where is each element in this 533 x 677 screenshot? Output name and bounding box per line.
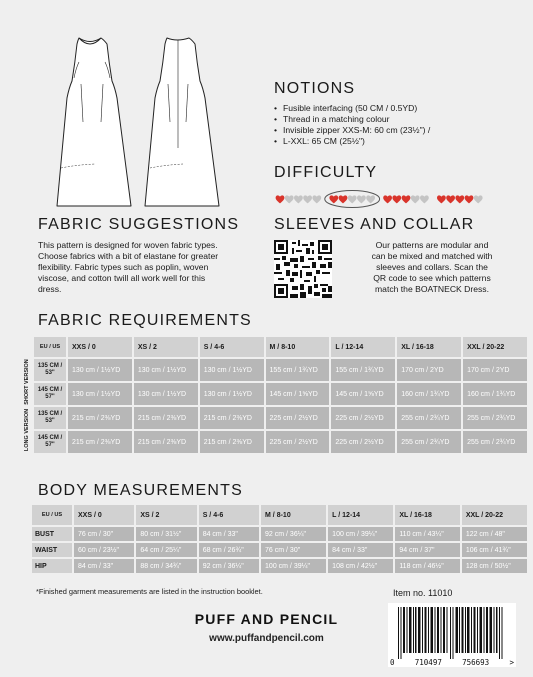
table-cell: 215 cm / 2⅜YD xyxy=(134,407,198,429)
difficulty-section xyxy=(274,164,524,209)
size-header: XL / 16-18 xyxy=(395,505,460,525)
text-line: Choose fabrics with a bit of elastane for greater xyxy=(38,251,219,261)
size-header: M / 8-10 xyxy=(261,505,326,525)
table-cell: 118 cm / 46½" xyxy=(395,559,460,573)
size-header: XXL / 20-22 xyxy=(463,337,527,357)
difficulty-heart-icon xyxy=(474,195,483,203)
text-line: flexibility. Fabric types such as poplin, woven xyxy=(38,262,209,272)
table-header-row xyxy=(32,505,527,525)
size-header: L / 12-14 xyxy=(331,337,395,357)
barcode-digit-group: 0 xyxy=(390,658,395,667)
text-line: QR code to see which patterns xyxy=(373,273,491,283)
table-cell: 130 cm / 1½YD xyxy=(68,359,132,381)
table-cell: 130 cm / 1½YD xyxy=(134,359,198,381)
table-row xyxy=(32,527,527,541)
website-link[interactable]: www.puffandpencil.com xyxy=(209,633,324,644)
table-row xyxy=(32,559,527,573)
text-line: dress. xyxy=(38,284,62,294)
difficulty-scale xyxy=(274,189,524,209)
text-line: This pattern is designed for woven fabric types. xyxy=(38,240,218,250)
table-cell: 110 cm / 43¼" xyxy=(395,527,460,541)
notions-list xyxy=(274,103,524,147)
table-cell: 225 cm / 2½YD xyxy=(266,431,330,453)
measurement-label: WAIST xyxy=(32,543,72,557)
notions-item: • Fusible interfacing (50 CM / 0.5YD) xyxy=(274,103,524,114)
notions-section xyxy=(274,80,524,147)
version-label: LONG VERSION xyxy=(24,408,30,452)
table-cell: 60 cm / 23½" xyxy=(74,543,134,557)
size-header: XXL / 20-22 xyxy=(462,505,527,525)
table-cell: 155 cm / 1¾YD xyxy=(266,359,330,381)
table-cell: 160 cm / 1¾YD xyxy=(463,383,527,405)
notions-item: • Thread in a matching colour xyxy=(274,114,524,125)
table-cell: 130 cm / 1½YD xyxy=(200,359,264,381)
table-cell: 128 cm / 50½" xyxy=(462,559,527,573)
footnote: *Finished garment measurements are listed in the instruction booklet. xyxy=(36,587,263,596)
fabric-width-label: 135 CM / 53" xyxy=(34,359,66,381)
table-cell: 170 cm / 2YD xyxy=(463,359,527,381)
text-line: match the BOATNECK Dress. xyxy=(375,284,489,294)
table-cell: 225 cm / 2½YD xyxy=(266,407,330,429)
difficulty-heart-icon xyxy=(411,195,420,203)
size-header: L / 12-14 xyxy=(328,505,393,525)
table-cell: 100 cm / 39¼" xyxy=(261,559,326,573)
difficulty-heart-icon xyxy=(285,195,294,203)
difficulty-heart-icon xyxy=(339,195,348,203)
table-cell: 255 cm / 2¾YD xyxy=(463,407,527,429)
sleeves-collar-text xyxy=(340,240,524,298)
table-cell: 155 cm / 1¾YD xyxy=(331,359,395,381)
fabric-requirements-table xyxy=(20,335,529,455)
table-cell: 64 cm / 25¼" xyxy=(136,543,196,557)
table-cell: 255 cm / 2¾YD xyxy=(397,431,461,453)
text-line: Our patterns are modular and xyxy=(375,240,489,250)
table-header-row xyxy=(22,337,527,357)
table-cell: 80 cm / 31½" xyxy=(136,527,196,541)
size-header: XS / 2 xyxy=(134,337,198,357)
difficulty-heart-icon xyxy=(455,195,464,203)
difficulty-title: DIFFICULTY xyxy=(274,164,378,181)
table-cell: 130 cm / 1½YD xyxy=(68,383,132,405)
item-number: Item no. 11010 xyxy=(393,588,453,598)
fabric-width-label: 145 CM / 57" xyxy=(34,383,66,405)
size-header: XL / 16-18 xyxy=(397,337,461,357)
size-header: XS / 2 xyxy=(136,505,196,525)
difficulty-heart-icon xyxy=(366,195,375,203)
notions-item: • Invisible zipper XXS-M: 60 cm (23½") / xyxy=(274,125,524,136)
measurement-label: HIP xyxy=(32,559,72,573)
size-system-label: EU / US xyxy=(32,505,72,525)
table-cell: 170 cm / 2YD xyxy=(397,359,461,381)
table-cell: 145 cm / 1⅝YD xyxy=(331,383,395,405)
difficulty-heart-icon xyxy=(357,195,366,203)
table-cell: 255 cm / 2¾YD xyxy=(463,431,527,453)
table-cell: 215 cm / 2⅜YD xyxy=(200,407,264,429)
table-cell: 225 cm / 2½YD xyxy=(331,431,395,453)
table-cell: 100 cm / 39¼" xyxy=(328,527,393,541)
notions-title: NOTIONS xyxy=(274,80,356,97)
barcode-digit-group: > xyxy=(509,658,514,667)
table-cell: 160 cm / 1¾YD xyxy=(397,383,461,405)
difficulty-heart-icon xyxy=(329,195,338,203)
size-header: XXS / 0 xyxy=(74,505,134,525)
difficulty-heart-icon xyxy=(465,195,474,203)
dress-illustration xyxy=(55,18,255,208)
fabric-suggestions-text xyxy=(38,240,270,295)
difficulty-heart-icon xyxy=(383,195,392,203)
barcode-digit-group: 710497 xyxy=(414,658,442,667)
size-header: S / 4-6 xyxy=(200,337,264,357)
text-line: viscose, and cotton twill all work well for this xyxy=(38,273,206,283)
qr-code[interactable] xyxy=(274,240,332,298)
body-measurements-title: BODY MEASUREMENTS xyxy=(38,482,244,499)
size-system-label: EU / US xyxy=(34,337,66,357)
size-header: S / 4-6 xyxy=(199,505,259,525)
table-cell: 215 cm / 2⅜YD xyxy=(200,431,264,453)
sleeves-collar-title: SLEEVES AND COLLAR xyxy=(274,216,475,233)
size-header: M / 8-10 xyxy=(266,337,330,357)
difficulty-heart-icon xyxy=(402,195,411,203)
table-cell: 92 cm / 36¼" xyxy=(261,527,326,541)
fabric-width-label: 145 CM / 57" xyxy=(34,431,66,453)
table-row xyxy=(32,543,527,557)
table-cell: 84 cm / 33" xyxy=(199,527,259,541)
table-cell: 215 cm / 2⅜YD xyxy=(68,407,132,429)
table-cell: 94 cm / 37" xyxy=(395,543,460,557)
table-cell: 106 cm / 41¾" xyxy=(462,543,527,557)
brand-name: PUFF AND PENCIL xyxy=(194,611,339,627)
barcode-bars xyxy=(388,603,516,659)
table-cell: 84 cm / 33" xyxy=(328,543,393,557)
difficulty-heart-icon xyxy=(392,195,401,203)
table-cell: 225 cm / 2½YD xyxy=(331,407,395,429)
size-header: XXS / 0 xyxy=(68,337,132,357)
fabric-requirements-title: FABRIC REQUIREMENTS xyxy=(38,312,252,329)
table-cell: 108 cm / 42½" xyxy=(328,559,393,573)
table-cell: 76 cm / 30" xyxy=(261,543,326,557)
text-line: sleeves and collars. Scan the xyxy=(376,262,488,272)
table-row xyxy=(22,359,527,381)
table-cell: 145 cm / 1⅝YD xyxy=(266,383,330,405)
fabric-suggestions-section xyxy=(38,216,270,295)
body-measurements-table xyxy=(30,503,529,575)
table-row xyxy=(22,407,527,429)
difficulty-heart-icon xyxy=(437,195,446,203)
barcode-number xyxy=(388,658,516,667)
table-cell: 92 cm / 36¼" xyxy=(199,559,259,573)
table-cell: 215 cm / 2⅜YD xyxy=(134,431,198,453)
table-cell: 84 cm / 33" xyxy=(74,559,134,573)
difficulty-hearts xyxy=(274,189,524,209)
text-line: can be mixed and matched with xyxy=(371,251,493,261)
table-cell: 130 cm / 1½YD xyxy=(200,383,264,405)
difficulty-heart-icon xyxy=(312,195,321,203)
fabric-width-label: 135 CM / 53" xyxy=(34,407,66,429)
difficulty-heart-icon xyxy=(446,195,455,203)
table-cell: 215 cm / 2⅜YD xyxy=(68,431,132,453)
table-row xyxy=(22,383,527,405)
table-cell: 255 cm / 2¾YD xyxy=(397,407,461,429)
header-spacer xyxy=(22,337,32,357)
difficulty-heart-icon xyxy=(303,195,312,203)
sleeves-collar-section xyxy=(274,216,524,298)
table-cell: 130 cm / 1½YD xyxy=(134,383,198,405)
difficulty-heart-icon xyxy=(348,195,357,203)
barcode-digit-group: 756693 xyxy=(462,658,490,667)
measurement-label: BUST xyxy=(32,527,72,541)
notions-item-continued: • L-XXL: 65 CM (25½") xyxy=(274,136,524,147)
difficulty-heart-icon xyxy=(420,195,429,203)
difficulty-heart-icon xyxy=(276,195,285,203)
version-label: SHORT VERSION xyxy=(24,359,30,405)
table-row xyxy=(22,431,527,453)
table-cell: 68 cm / 26¾" xyxy=(199,543,259,557)
difficulty-heart-icon xyxy=(294,195,303,203)
table-cell: 76 cm / 30" xyxy=(74,527,134,541)
table-cell: 88 cm / 34¾" xyxy=(136,559,196,573)
table-cell: 122 cm / 48" xyxy=(462,527,527,541)
fabric-suggestions-title: FABRIC SUGGESTIONS xyxy=(38,216,240,233)
